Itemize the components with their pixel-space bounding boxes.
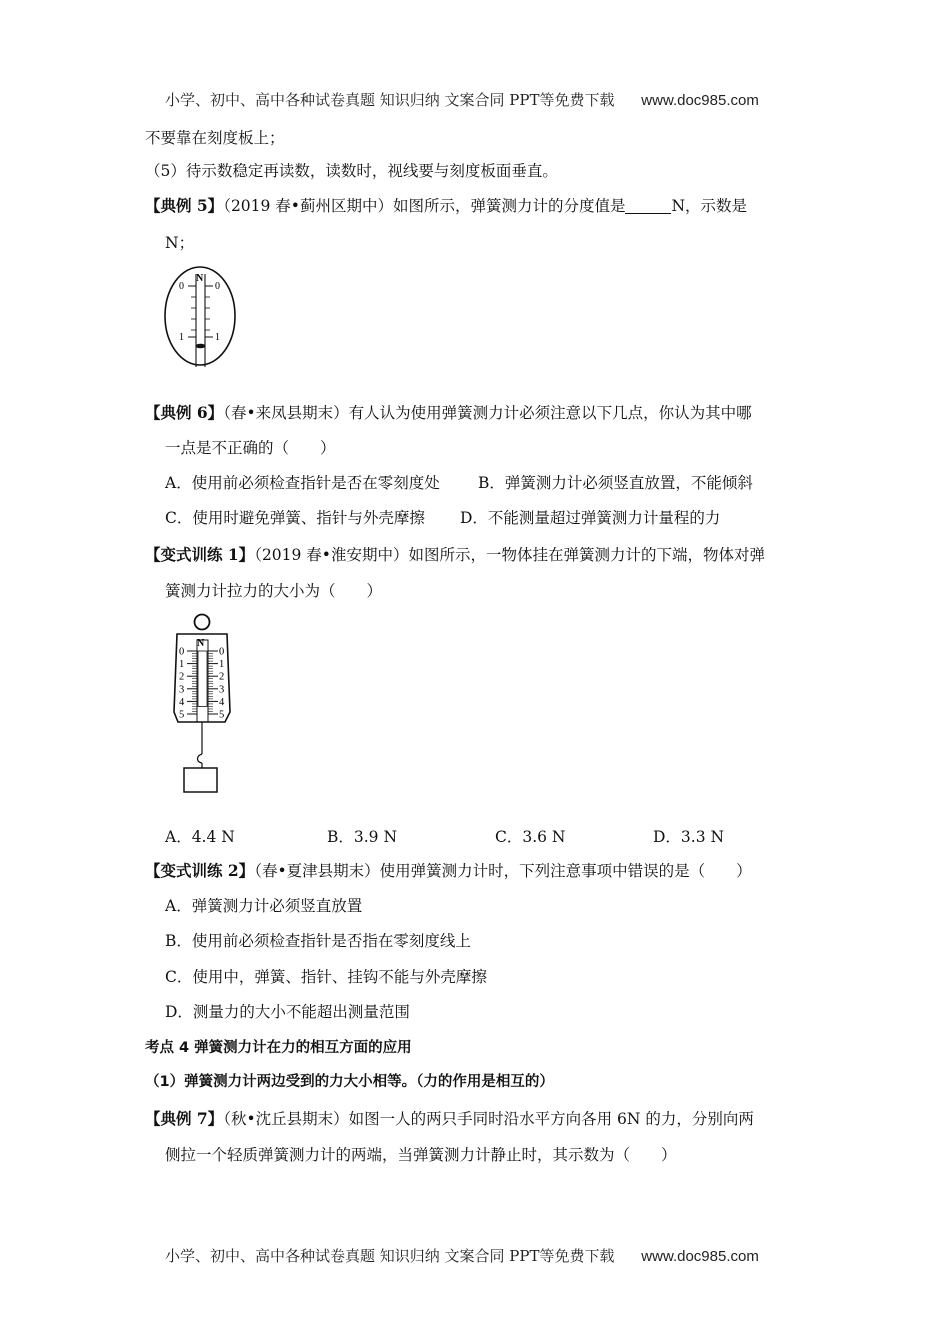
variant1-spring-pointer [198,651,207,706]
example7-stem-a: （秋•沈丘县期末）如图一人的两只手同时沿水平方向各用 6N 的力，分别向两 [223,1110,754,1128]
example5-tick-0-left: 0 [179,281,184,292]
variant2-stem [145,860,752,882]
variant2-option-d[interactable]: D．测量力的大小不能超出测量范围 [165,1003,410,1021]
variant1-ring [195,615,210,630]
example5-stem [145,195,747,217]
variant1-label-right: 1 [219,659,225,671]
header-text: 小学、初中、高中各种试卷真题 知识归纳 文案合同 PPT等免费下载 [165,91,615,109]
variant1-stem-b: 簧测力计拉力的大小为（ ） [165,582,383,600]
example6-option-d[interactable]: D．不能测量超过弹簧测力计量程的力 [460,509,721,527]
variant1-option-c[interactable]: C．3.6 N [495,828,566,846]
example6-stem-b: 一点是不正确的（ ） [165,439,336,457]
example5-tag: 【典例 5】 [145,196,224,215]
variant1-labels [179,647,225,721]
variant1-hook [198,754,203,763]
variant1-label-left: 3 [179,684,185,696]
variant1-stem-a: （2019 春•淮安期中）如图所示，一物体挂在弹簧测力计的下端，物体对弹 [254,546,765,564]
footer-text: 小学、初中、高中各种试卷真题 知识归纳 文案合同 PPT等免费下载 [165,1247,615,1265]
example7-stem-b: 侧拉一个轻质弹簧测力计的两端，当弹簧测力计静止时，其示数为（ ） [165,1146,677,1164]
example5-stem-a: （2019 春•蓟州区期中）如图所示，弹簧测力计的分度值是 [223,197,626,215]
variant2-option-a[interactable]: A．弹簧测力计必须竖直放置 [165,897,363,915]
example7-stem [145,1108,754,1130]
example5-pointer [196,344,206,349]
example6-tag: 【典例 6】 [145,403,224,422]
variant1-label-right: 4 [219,696,225,708]
page-header [165,89,759,110]
variant1-label-right: 3 [219,684,225,696]
page-footer [165,1245,759,1266]
example6-option-a[interactable]: A．使用前必须检查指针是否在零刻度处 [165,474,440,492]
example6-option-b[interactable]: B．弹簧测力计必须竖直放置，不能倾斜 [478,474,753,492]
variant1-option-b[interactable]: B．3.9 N [327,828,398,846]
variant1-unit-label: N [197,638,205,649]
header-url[interactable]: www.doc985.com [641,92,759,109]
variant2-option-b[interactable]: B．使用前必须检查指针是否指在零刻度线上 [165,932,471,950]
example5-tick-1-left: 1 [179,332,184,343]
example6-option-c[interactable]: C．使用时避免弹簧、指针与外壳摩擦 [165,509,425,527]
variant1-label-left: 0 [179,646,185,658]
variant1-block [184,768,217,792]
variant1-label-left: 4 [179,696,185,708]
example5-unit-label: N [196,273,204,284]
section4-title: 考点 4 弹簧测力计在力的相互方面的应用 [145,1040,412,1056]
example5-tick-1-right: 1 [215,332,220,343]
variant2-tag: 【变式训练 2】 [145,861,255,880]
variant1-label-left: 2 [179,671,185,683]
variant1-ticks [187,651,218,714]
variant1-figure [170,612,240,794]
example6-stem [145,402,752,424]
variant1-stem [145,544,765,566]
example5-stem-b: N，示数是 [671,197,748,215]
variant1-label-right: 2 [219,671,225,683]
variant1-label-left: 5 [179,709,185,721]
example6-stem-a: （春•来凤县期末）有人认为使用弹簧测力计必须注意以下几点，你认为其中哪 [223,404,752,422]
section4-point-1: （1）弹簧测力计两边受到的力大小相等。（力的作用是相互的） [145,1074,554,1090]
example5-figure [162,264,244,372]
intro-line-1: 不要靠在刻度板上； [145,129,285,147]
variant1-label-left: 1 [179,659,185,671]
example6-options-row-2 [165,507,721,529]
example5-stem-c: N； [165,234,195,252]
example5-blank-1[interactable] [625,197,671,214]
variant1-label-right: 5 [219,709,225,721]
variant2-option-c[interactable]: C．使用中，弹簧、指针、挂钩不能与外壳摩擦 [165,968,487,986]
variant2-stem-text: （春•夏津县期末）使用弹簧测力计时，下列注意事项中错误的是（ ） [254,862,752,880]
intro-line-2: （5）待示数稳定再读数，读数时，视线要与刻度板面垂直。 [145,162,558,180]
variant1-tag: 【变式训练 1】 [145,545,255,564]
variant1-option-a[interactable]: A．4.4 N [165,828,235,846]
variant1-option-d[interactable]: D．3.3 N [653,828,725,846]
variant1-label-right: 0 [219,646,225,658]
footer-url[interactable]: www.doc985.com [641,1248,759,1265]
example5-tick-0-right: 0 [215,281,220,292]
example6-options-row-1 [165,472,753,494]
example7-tag: 【典例 7】 [145,1109,224,1128]
